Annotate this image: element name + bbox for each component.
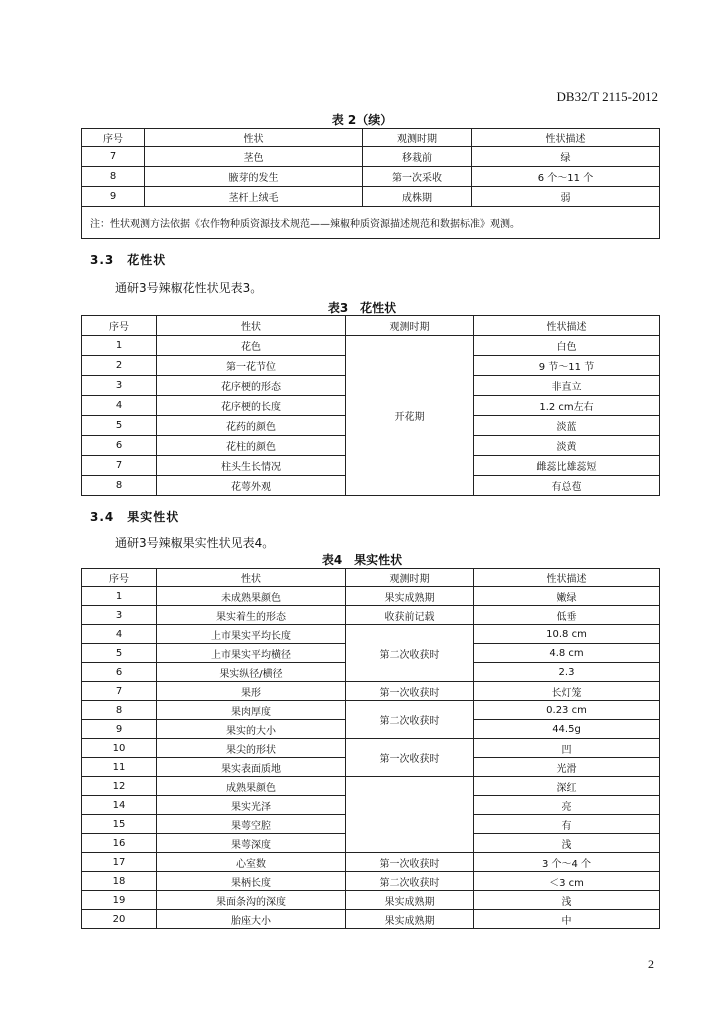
cell: 44.5g [474, 720, 660, 739]
cell: 花序梗的形态 [157, 376, 346, 396]
cell: 1 [82, 587, 157, 606]
cell: 亮 [474, 796, 660, 815]
cell: 18 [82, 872, 157, 891]
cell: 果形 [157, 682, 346, 701]
cell: 11 [82, 758, 157, 777]
cell: 5 [82, 416, 157, 436]
table3-period-cell: 开花期 [346, 336, 474, 496]
cell: 浅 [474, 834, 660, 853]
cell: 淡黄 [474, 436, 660, 456]
cell: 6 [82, 436, 157, 456]
cell [346, 777, 474, 853]
table-row [82, 853, 660, 872]
cell: 果柄长度 [157, 872, 346, 891]
cell: 低垂 [474, 606, 660, 625]
cell: 1.2 cm左右 [474, 396, 660, 416]
cell: 有 [474, 815, 660, 834]
cell: 5 [82, 644, 157, 663]
header-cell: 性状描述 [474, 316, 660, 336]
cell: 6 [82, 663, 157, 682]
cell: 白色 [474, 336, 660, 356]
cell: 花药的颜色 [157, 416, 346, 436]
table-row [82, 606, 660, 625]
cell: 16 [82, 834, 157, 853]
cell: 17 [82, 853, 157, 872]
table4-header-row [82, 569, 660, 587]
cell: 第一次收获时 [346, 853, 474, 872]
cell: 未成熟果颜色 [157, 587, 346, 606]
cell: 绿 [472, 147, 660, 167]
cell: 上市果实平均横径 [157, 644, 346, 663]
cell: 上市果实平均长度 [157, 625, 346, 644]
table-row [82, 682, 660, 701]
cell: 果实纵径/横径 [157, 663, 346, 682]
table3 [81, 315, 660, 496]
header-cell: 序号 [82, 129, 145, 147]
section-3-4-text: 通研3号辣椒果实性状见表4。 [115, 536, 275, 550]
section-3-3-title: 3.3 花性状 [90, 253, 167, 267]
cell: 柱头生长情况 [157, 456, 346, 476]
cell: 中 [474, 910, 660, 929]
cell: 浅 [474, 891, 660, 910]
cell: 6 个～11 个 [472, 167, 660, 187]
cell: 3 [82, 376, 157, 396]
cell: 3 [82, 606, 157, 625]
cell: 第二次收获时 [346, 701, 474, 739]
table2-caption: 表 2（续） [331, 113, 393, 127]
cell: 4 [82, 625, 157, 644]
cell: 第二次收获时 [346, 872, 474, 891]
cell: 7 [82, 456, 157, 476]
cell: 长灯笼 [474, 682, 660, 701]
table2 [81, 128, 660, 239]
table2-note: 注：性状观测方法依据《农作物种质资源技术规范——辣椒种质资源描述规范和数据标准》观测。 [82, 207, 660, 239]
cell: 19 [82, 891, 157, 910]
cell: 10.8 cm [474, 625, 660, 644]
cell: 第一次收获时 [346, 682, 474, 701]
table-row [82, 910, 660, 929]
table3-caption: 表3 花性状 [327, 301, 397, 315]
cell: 成株期 [363, 187, 472, 207]
cell: 1 [82, 336, 157, 356]
cell: 7 [82, 147, 145, 167]
table-row [82, 891, 660, 910]
cell: 果实成熟期 [346, 891, 474, 910]
page-number: 2 [648, 957, 654, 971]
header-cell: 观测时期 [363, 129, 472, 147]
table2-header-row [82, 129, 660, 147]
table-row [82, 336, 660, 356]
cell: 花萼外观 [157, 476, 346, 496]
cell: 果实成熟期 [346, 910, 474, 929]
header-cell: 性状描述 [472, 129, 660, 147]
cell: ＜3 cm [474, 872, 660, 891]
cell: 4 [82, 396, 157, 416]
cell: 8 [82, 167, 145, 187]
table-row [82, 872, 660, 891]
cell: 嫩绿 [474, 587, 660, 606]
cell: 果实表面质地 [157, 758, 346, 777]
cell: 9 节～11 节 [474, 356, 660, 376]
cell: 20 [82, 910, 157, 929]
cell: 花序梗的长度 [157, 396, 346, 416]
cell: 第一次采收 [363, 167, 472, 187]
header-cell: 性状 [145, 129, 363, 147]
table-note-row [82, 207, 660, 239]
cell: 果萼深度 [157, 834, 346, 853]
table-row [82, 701, 660, 720]
cell: 第一次收获时 [346, 739, 474, 777]
table-row [82, 587, 660, 606]
header-cell: 性状 [157, 569, 346, 587]
cell: 果尖的形状 [157, 739, 346, 758]
cell: 12 [82, 777, 157, 796]
cell: 收获前记载 [346, 606, 474, 625]
cell: 心室数 [157, 853, 346, 872]
cell: 雌蕊比雄蕊短 [474, 456, 660, 476]
header-cell: 性状 [157, 316, 346, 336]
table4 [81, 568, 660, 929]
header-cell: 性状描述 [474, 569, 660, 587]
cell: 非直立 [474, 376, 660, 396]
section-3-3-text: 通研3号辣椒花性状见表3。 [115, 281, 263, 295]
header-cell: 序号 [82, 569, 157, 587]
header-cell: 序号 [82, 316, 157, 336]
cell: 光滑 [474, 758, 660, 777]
cell: 14 [82, 796, 157, 815]
cell: 有总苞 [474, 476, 660, 496]
cell: 9 [82, 187, 145, 207]
cell: 花色 [157, 336, 346, 356]
table4-caption: 表4 果实性状 [321, 553, 403, 567]
cell: 胎座大小 [157, 910, 346, 929]
cell: 深红 [474, 777, 660, 796]
cell: 弱 [472, 187, 660, 207]
cell: 10 [82, 739, 157, 758]
header-cell: 观测时期 [346, 316, 474, 336]
cell: 2.3 [474, 663, 660, 682]
cell: 0.23 cm [474, 701, 660, 720]
cell: 7 [82, 682, 157, 701]
cell: 15 [82, 815, 157, 834]
cell: 第一花节位 [157, 356, 346, 376]
cell: 腋芽的发生 [145, 167, 363, 187]
section-3-4-title: 3.4 果实性状 [90, 510, 180, 524]
table-row [82, 167, 660, 187]
table-row [82, 739, 660, 758]
cell: 2 [82, 356, 157, 376]
cell: 果实成熟期 [346, 587, 474, 606]
cell: 果实的大小 [157, 720, 346, 739]
cell: 第二次收获时 [346, 625, 474, 682]
table3-header-row [82, 316, 660, 336]
cell: 成熟果颜色 [157, 777, 346, 796]
cell: 果实光泽 [157, 796, 346, 815]
table-row [82, 777, 660, 796]
cell: 茎杆上绒毛 [145, 187, 363, 207]
cell: 果实着生的形态 [157, 606, 346, 625]
document-number: DB32/T 2115-2012 [556, 89, 658, 104]
table-row [82, 187, 660, 207]
cell: 移栽前 [363, 147, 472, 167]
cell: 花柱的颜色 [157, 436, 346, 456]
cell: 9 [82, 720, 157, 739]
cell: 果肉厚度 [157, 701, 346, 720]
cell: 凹 [474, 739, 660, 758]
table-row [82, 625, 660, 644]
cell: 果面条沟的深度 [157, 891, 346, 910]
table-row [82, 147, 660, 167]
cell: 8 [82, 701, 157, 720]
cell: 果萼空腔 [157, 815, 346, 834]
cell: 4.8 cm [474, 644, 660, 663]
cell: 淡蓝 [474, 416, 660, 436]
cell: 8 [82, 476, 157, 496]
header-cell: 观测时期 [346, 569, 474, 587]
cell: 茎色 [145, 147, 363, 167]
cell: 3 个～4 个 [474, 853, 660, 872]
